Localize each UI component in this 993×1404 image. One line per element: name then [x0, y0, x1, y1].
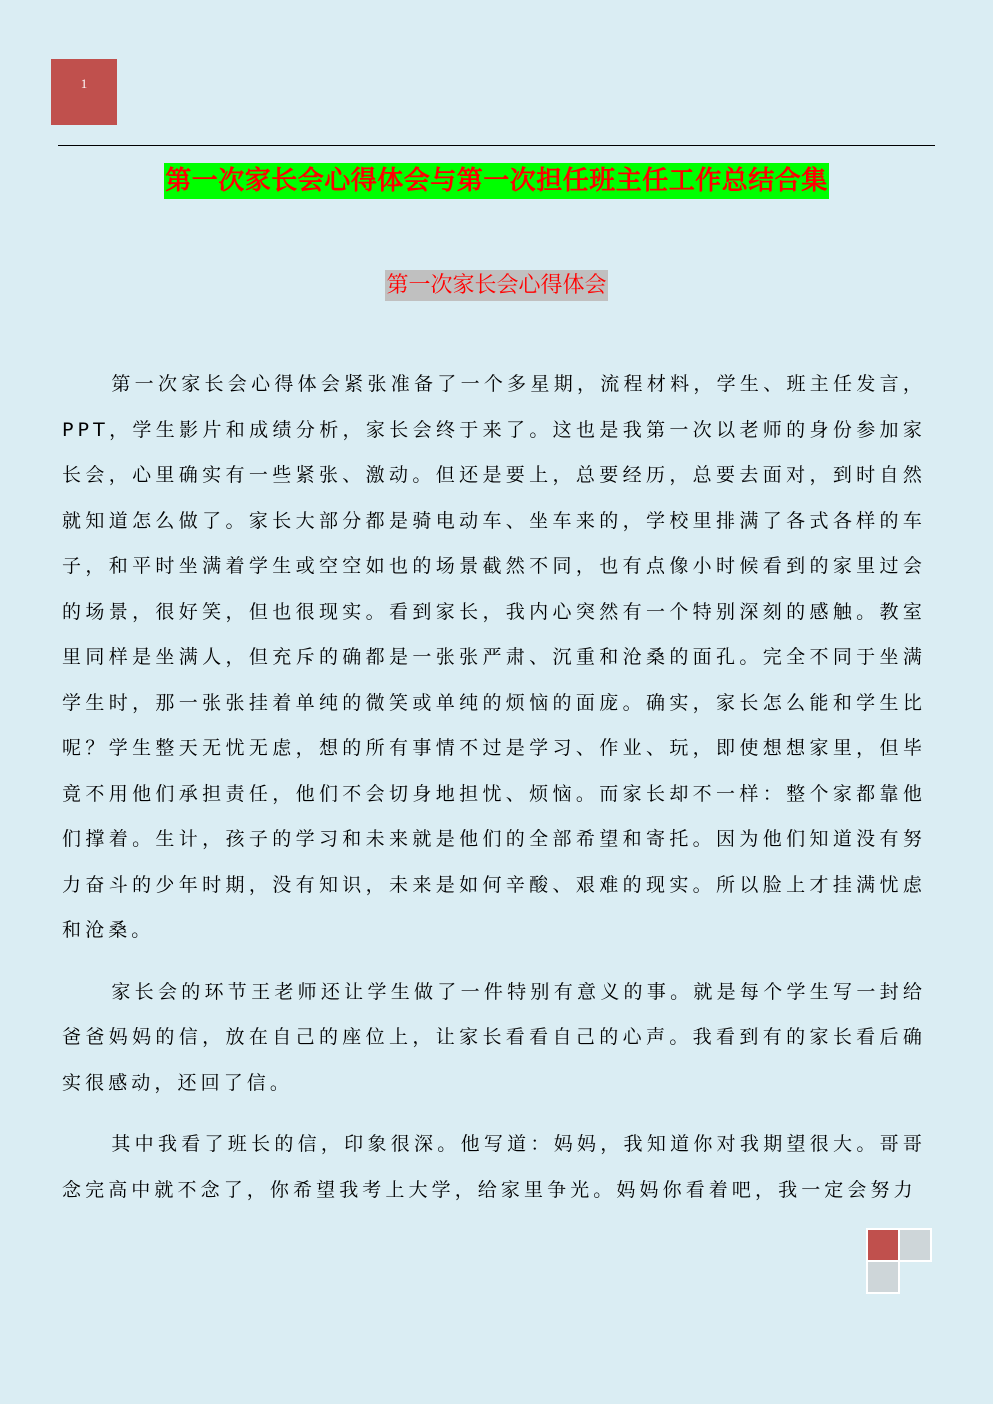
- corner-logo-icon: [866, 1228, 934, 1294]
- page-number: 1: [80, 76, 88, 91]
- main-title-container: [0, 163, 993, 199]
- paragraph: 第一次家长会心得体会紧张准备了一个多星期，流程材料，学生、班主任发言，PPT，学生影片和成绩分析，家长会终于来了。这也是我第一次以老师的身份参加家长会，心里确实有一些紧张、激动。但还是要上，总要经历，总要去面对，到时自然就知道怎么做了。家长大部分都是骑电动车、坐车来的，学校里排满了各式各样的车子，和平时坐满着学生或空空如也的场景截然不同，也有点像小时候看到的家里过会的场景，很好笑，但也很现实。看到家长，我内心突然有一个特别深刻的感触。教室里同样是坐满人，但充斥的确都是一张张严肃、沉重和沧桑的面孔。完全不同于坐满学生时，那一张张挂着单纯的微笑或单纯的烦恼的面庞。确实，家长怎么能和学生比呢？学生整天无忧无虑，想的所有事情不过是学习、作业、玩，即使想想家里，但毕竟不用他们承担责任，他们不会切身地担忧、烦恼。而家长却不一样：整个家都靠他们撑着。生计，孩子的学习和未来就是他们的全部希望和寄托。因为他们知道没有努力奋斗的少年时期，没有知识，未来是如何辛酸、艰难的现实。所以脸上才挂满忧虑和沧桑。: [62, 373, 926, 941]
- paragraph: 家长会的环节王老师还让学生做了一件特别有意义的事。就是每个学生写一封给爸爸妈妈的信，放在自己的座位上，让家长看看自己的心声。我看到有的家长看后确实很感动，还回了信。: [62, 980, 926, 1094]
- page-number-badge: [51, 59, 117, 125]
- logo-square-gray: [898, 1228, 932, 1262]
- document-body: [62, 362, 926, 1229]
- paragraph: 其中我看了班长的信，印象很深。他写道：妈妈，我知道你对我期望很大。哥哥念完高中就不念了，你希望我考上大学，给家里争光。妈妈你看着吧，我一定会努力: [62, 1133, 926, 1201]
- logo-square-red: [866, 1228, 900, 1262]
- section-title: 第一次家长会心得体会: [385, 270, 607, 301]
- header-divider: [58, 145, 935, 146]
- main-title: 第一次家长会心得体会与第一次担任班主任工作总结合集: [164, 163, 829, 199]
- logo-square-gray: [866, 1260, 900, 1294]
- section-title-container: [0, 270, 993, 301]
